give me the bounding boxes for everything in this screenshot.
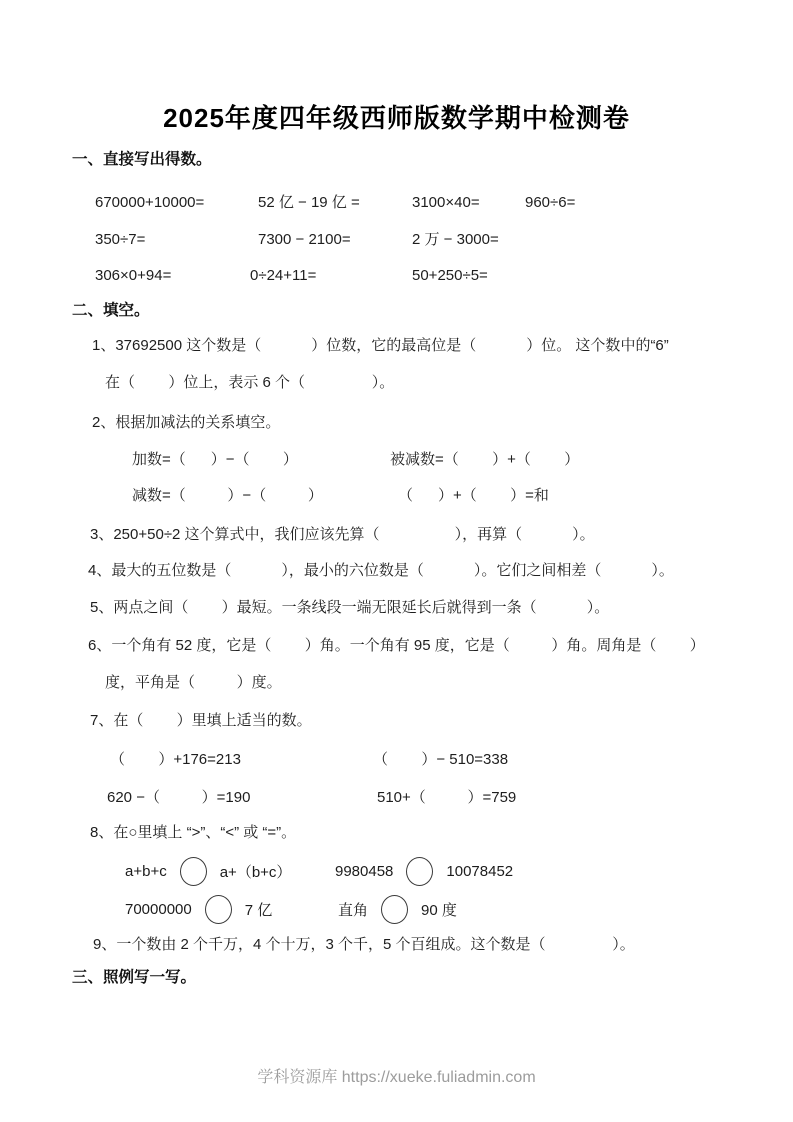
question-5: 5、两点之间（ ）最短。一条线段一端无限延长后就得到一条（ ）。 bbox=[90, 599, 610, 616]
question-9: 9、一个数由 2 个千万，4 个十万，3 个千，5 个百组成。这个数是（ ）。 bbox=[93, 936, 635, 953]
section3-heading: 三、照例写一写。 bbox=[72, 969, 197, 986]
calc-item: 306×0+94= bbox=[95, 267, 172, 284]
question-6-line2: 度，平角是（ ）度。 bbox=[105, 674, 282, 691]
calc-item: 670000+10000= bbox=[95, 194, 205, 211]
calc-item: 50+250÷5= bbox=[412, 267, 488, 284]
comparison-right: 10078452 bbox=[446, 863, 514, 880]
question-8-intro: 8、在○里填上 “>”、“<” 或 “=”。 bbox=[90, 824, 297, 841]
comparison-pair bbox=[338, 895, 457, 924]
question-2-eq-subtrahend: 减数=（ ）−（ ） bbox=[132, 487, 323, 504]
calc-item: 960÷6= bbox=[525, 194, 576, 211]
calc-item: 350÷7= bbox=[95, 231, 146, 248]
question-7-equation: （ ）− 510=338 bbox=[373, 751, 509, 768]
question-6-line1: 6、一个角有 52 度，它是（ ）角。一个角有 95 度，它是（ ）角。周角是（ ） bbox=[88, 637, 705, 654]
comparison-circle bbox=[180, 857, 207, 886]
comparison-left: 9980458 bbox=[335, 863, 394, 880]
comparison-left: 直角 bbox=[338, 902, 369, 919]
comparison-pair bbox=[125, 895, 272, 924]
section2-heading: 二、填空。 bbox=[72, 302, 150, 319]
question-2-intro: 2、根据加减法的关系填空。 bbox=[92, 414, 281, 431]
question-7-equation: （ ）+176=213 bbox=[110, 751, 241, 768]
exam-title: 2025年度四年级西师版数学期中检测卷 bbox=[163, 103, 630, 133]
question-7-equation: 620 −（ ）=190 bbox=[107, 789, 251, 806]
comparison-circle bbox=[381, 895, 408, 924]
question-2-eq-minuend: 被减数=（ ）+（ ） bbox=[390, 451, 580, 468]
footer-watermark: 学科资源库 https://xueke.fuliadmin.com bbox=[257, 1069, 536, 1086]
comparison-right: a+（b+c） bbox=[219, 864, 292, 881]
calc-item: 0÷24+11= bbox=[250, 267, 317, 284]
comparison-right: 7 亿 bbox=[244, 902, 273, 919]
comparison-circle bbox=[406, 857, 433, 886]
question-1-line2: 在（ ）位上，表示 6 个（ ）。 bbox=[105, 374, 395, 391]
question-7-intro: 7、在（ ）里填上适当的数。 bbox=[90, 712, 312, 729]
comparison-pair bbox=[125, 857, 291, 886]
comparison-left: a+b+c bbox=[125, 863, 167, 880]
question-1-line1: 1、37692500 这个数是（ ）位数，它的最高位是（ ）位。 这个数中的“6” bbox=[92, 337, 669, 354]
comparison-right: 90 度 bbox=[421, 902, 457, 919]
question-2-eq-sum: （ ）+（ ）=和 bbox=[398, 487, 549, 504]
calc-item: 2 万 − 3000= bbox=[412, 231, 499, 248]
question-7-equation: 510+（ ）=759 bbox=[377, 789, 517, 806]
calc-item: 52 亿 − 19 亿 = bbox=[258, 194, 360, 211]
comparison-pair bbox=[335, 857, 513, 886]
calc-item: 3100×40= bbox=[412, 194, 480, 211]
comparison-circle bbox=[205, 895, 232, 924]
question-2-eq-addend: 加数=（ ）−（ ） bbox=[132, 451, 298, 468]
section1-heading: 一、直接写出得数。 bbox=[72, 151, 212, 168]
question-3: 3、250+50÷2 这个算式中，我们应该先算（ ），再算（ ）。 bbox=[90, 526, 595, 543]
calc-item: 7300 − 2100= bbox=[258, 231, 351, 248]
question-4: 4、最大的五位数是（ ），最小的六位数是（ ）。它们之间相差（ ）。 bbox=[88, 562, 674, 579]
comparison-left: 70000000 bbox=[125, 901, 192, 918]
